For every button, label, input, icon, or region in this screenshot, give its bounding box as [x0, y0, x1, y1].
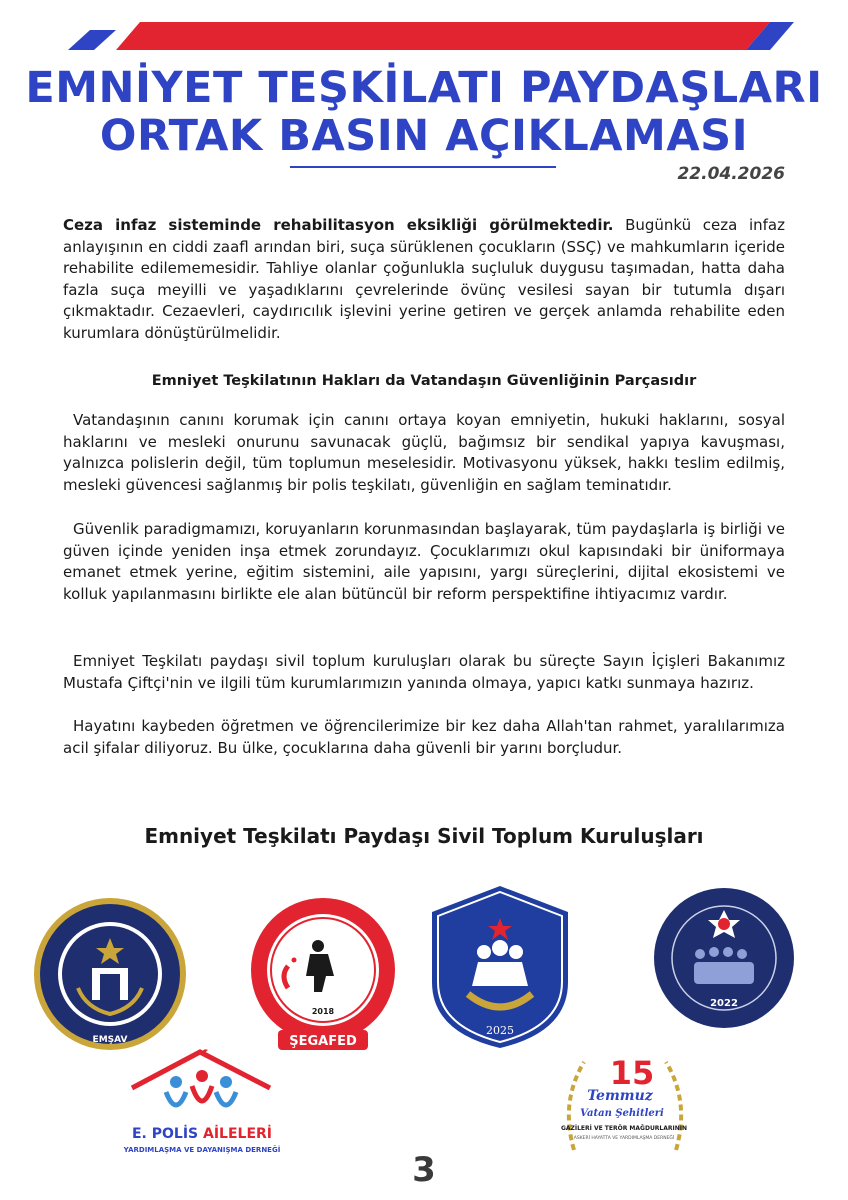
intro-lead: Ceza infaz sisteminde rehabilitasyon eksikliği görülmektedir.	[63, 216, 614, 234]
page-number: 3	[412, 1150, 436, 1190]
emniyet-sendikasi-logo	[652, 884, 796, 1038]
red-stripe	[116, 22, 770, 50]
number-15: 15	[609, 1054, 655, 1092]
segafed-year: 2018	[311, 1007, 335, 1016]
header-stripes	[0, 0, 848, 60]
section-heading: Emniyet Teşkilatının Hakları da Vatandaşın Güvenliğinin Parçasıdır	[151, 373, 697, 389]
e-polis-subtitle: YARDIMLAŞMA VE DAYANIŞMA DERNEĞİ	[123, 1146, 281, 1154]
vatan-sehitleri-text: Vatan Şehitleri	[580, 1108, 664, 1119]
temmuz-word: Temmuz	[587, 1088, 653, 1104]
paragraph-2: Güvenlik paradigmamızı, koruyanların korunmasından başlayarak, tüm paydaşlarla iş birliği ve güven içinde yeniden inşa etmek zorundayız. Çocuklarımızı okul kapısındaki bir üniformaya emanet etmek yerine, eğitim sistemini, aile yapısını, yargı süreçlerini, dijital ekosistemi ve kolluk yapılanmasını birlikte ele alan bütüncül bir reform perspektifine ihtiyacımız vardır.	[63, 520, 785, 603]
kamu-year: 2025	[486, 1024, 514, 1037]
title-line-2: ORTAK BASIN AÇIKLAMASI	[99, 111, 749, 161]
emsav-label: EMŞAV	[92, 1035, 128, 1045]
paragraph-1: Vatandaşının canını korumak için canını ortaya koyan emniyetin, hukuki haklarını, sosyal haklarını ve mesleki onurunu savunacak güçlü, bağımsız bir sendikal yapıya kavuşması, yalnızca polislerin değil, tüm toplumun meselesidir. Motivasyonu yüksek, hakkı teslim edilmiş, mesleki güvencesi sağlanmış bir polis teşkilatı, güvenliğin en sağlam teminatıdır.	[63, 411, 785, 494]
emsav-logo	[32, 896, 188, 1052]
e-polis-title: E. POLİS AİLELERİ	[131, 1126, 273, 1142]
e-polis-aileleri-logo	[112, 1046, 290, 1156]
emniyet-sendikasi-year: 2022	[710, 998, 738, 1009]
kamu-teskilatlari-logo	[428, 882, 572, 1052]
organizations-heading: Emniyet Teşkilatı Paydaşı Sivil Toplum Kuruluşları	[144, 824, 704, 848]
intro-paragraph	[63, 215, 785, 344]
segafed-label: ŞEGAFED	[289, 1034, 357, 1049]
title-line-1: EMNİYET TEŞKİLATI PAYDAŞLARI	[25, 63, 823, 113]
release-date: 22.04.2026	[677, 164, 785, 184]
blue-stripe-left	[68, 30, 116, 50]
title-underline	[290, 166, 556, 168]
intro-text: Bugünkü ceza infaz anlayışının en ciddi zaafl arından biri, suça sürüklenen çocukların (SSÇ) ve mahkumların içeride rehabilite edilememesidir. Tahliye olanlar çoğunlukla suçluluk duygusu taşımadan, hatta daha fazla suça meyilli ve yaşadıklarını çevrelerinde övünç vesilesi sayan bir tutumla dışarı çıkmaktadır. Cezaevleri, caydırıcılık işlevini yerine getiren ve gerçek anlamda rehabilite eden kurumlara dönüştürülmelidir.	[63, 216, 785, 342]
15-temmuz-subtitle-2: ASKERİ HAYATTA VE YARDIMLAŞMA DERNEĞİ	[573, 1136, 675, 1141]
paragraph-3: Emniyet Teşkilatı paydaşı sivil toplum kuruluşları olarak bu süreçte Sayın İçişleri Bakanımız Mustafa Çiftçi'nin ve ilgili tüm kurumlarımızın yanında olmaya, yapıcı katkı sunmaya hazırız.	[63, 652, 785, 692]
15-temmuz-subtitle: GAZİLERİ VE TERÖR MAĞDURLARININ	[560, 1125, 688, 1132]
paragraph-4: Hayatını kaybeden öğretmen ve öğrencilerimize bir kez daha Allah'tan rahmet, yaralılarımıza acil şifalar diliyoruz. Bu ülke, çocuklarına daha güvenli bir yarını borçludur.	[63, 717, 785, 757]
segafed-logo	[248, 896, 398, 1054]
